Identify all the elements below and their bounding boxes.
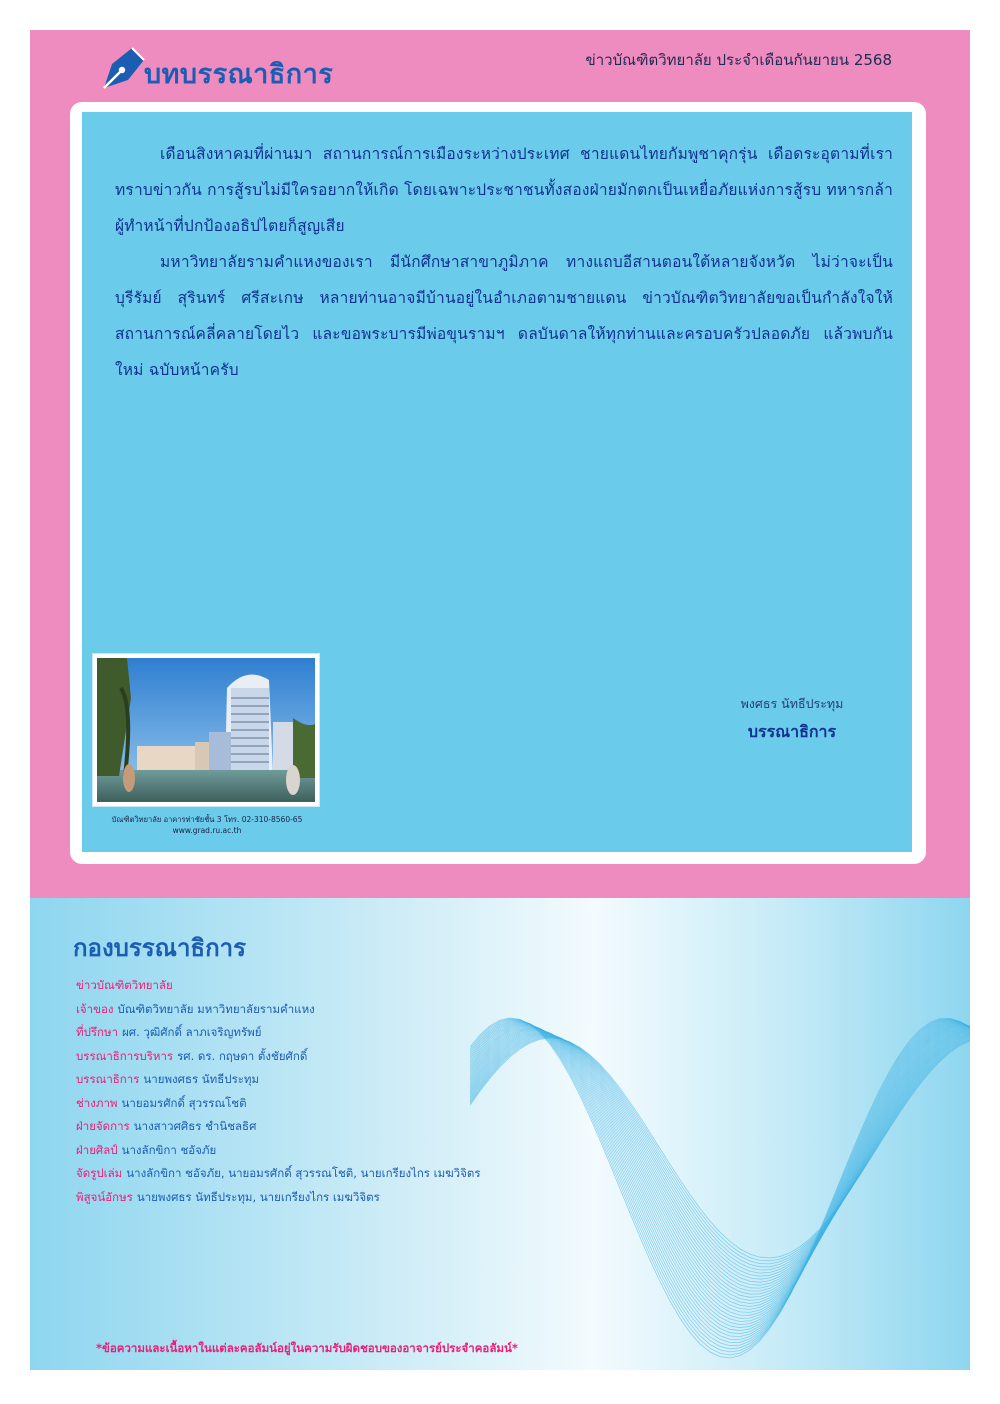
wave-line xyxy=(470,1025,970,1325)
footnote: *ข้อความและเนื้อหาในแต่ละคอลัมน์อยู่ในความรับผิดชอบของอาจารย์ประจำคอลัมน์* xyxy=(96,1341,518,1355)
board-role: บรรณาธิการบริหาร xyxy=(76,1048,174,1063)
signature-block xyxy=(702,694,882,745)
content-panel xyxy=(82,112,912,852)
board-row xyxy=(76,1045,481,1069)
editorial-board-section xyxy=(30,898,970,1370)
board-member: ผศ. วุฒิศักดิ์ ลาภเจริญทรัพย์ xyxy=(122,1025,262,1039)
wave-decoration xyxy=(470,968,970,1368)
wave-line xyxy=(470,1022,970,1340)
board-member: นางสาวศศิธร ชำนิชลธิศ xyxy=(133,1119,257,1133)
board-row xyxy=(76,974,481,998)
board-role: บรรณาธิการ xyxy=(76,1072,140,1086)
photo-caption-address: บัณฑิตวิทยาลัย อาคารท่าชัยชั้น 3 โทร. 02-310-8560-65 xyxy=(111,815,303,824)
board-role: ข่าวบัณฑิตวิทยาลัย xyxy=(76,978,173,992)
pen-nib-icon xyxy=(98,42,150,94)
editorial-paragraph: มหาวิทยาลัยรามคำแหงของเรา มีนักศึกษาสาขาภูมิภาค ทางแถบอีสานตอนใต้หลายจังหวัด ไม่ว่าจะเป็นบุรีรัมย์ สุรินทร์ ศรีสะเกษ หลายท่านอาจมีบ้านอยู่ในอำเภอตามชายแดน ข่าวบัณฑิตวิทยาลัยขอเป็นกำลังใจให้สถานการณ์คลี่คลายโดยไว และขอพระบารมีพ่อขุนรามฯ ดลบันดาลให้ทุกท่านและครอบครัวปลอดภัย แล้วพบกันใหม่ ฉบับหน้าครับ xyxy=(115,253,893,379)
board-role: จัดรูปเล่ม xyxy=(76,1166,123,1180)
board-role: เจ้าของ xyxy=(76,1001,114,1016)
board-list xyxy=(76,974,481,1209)
board-row xyxy=(76,1186,481,1210)
board-role: ช่างภาพ xyxy=(76,1095,118,1110)
board-member: นายพงศธร นัทธีประทุม, นายเกรียงไกร เมฆวิจิตร xyxy=(136,1189,380,1204)
wave-line xyxy=(470,1020,970,1349)
editorial-text xyxy=(115,136,893,388)
issue-title: ข่าวบัณฑิตวิทยาลัย ประจำเดือนกันยายน 2568 xyxy=(585,51,892,69)
board-row xyxy=(76,1115,481,1139)
building-photo xyxy=(93,654,319,806)
board-row xyxy=(76,998,481,1022)
board-member: นายอมรศักดิ์ สุวรรณโชติ xyxy=(121,1095,247,1110)
board-member: รศ. ดร. กฤษดา ตั้งชัยศักดิ์ xyxy=(177,1048,308,1063)
board-member: นายพงศธร นัทธีประทุม xyxy=(143,1072,260,1086)
editorial-paragraph: เดือนสิงหาคมที่ผ่านมา สถานการณ์การเมืองระหว่างประเทศ ชายแดนไทยกัมพูชาคุกรุ่น เดือดระอุตามที่เราทราบข่าวกัน การสู้รบไม่มีใครอยากให้เกิด โดยเฉพาะประชาชนทั้งสองฝ่ายมักตกเป็นเหยื่อภัยแห่งการสู้รบ ทหารกล้าผู้ทำหน้าที่ปกป้องอธิปไตยก็สูญเสีย xyxy=(115,145,893,235)
signature-role: บรรณาธิการ xyxy=(747,722,837,741)
board-row xyxy=(76,1139,481,1163)
board-role: ที่ปรึกษา xyxy=(76,1025,119,1039)
section-title: บทบรรณาธิการ xyxy=(144,58,334,90)
wave-line xyxy=(470,1022,970,1336)
board-role: พิสูจน์อักษร xyxy=(76,1189,133,1204)
board-row xyxy=(76,1021,481,1045)
photo-caption xyxy=(82,814,332,836)
board-row xyxy=(76,1092,481,1116)
editorial-section xyxy=(30,30,970,898)
section-logo xyxy=(98,42,333,94)
board-row xyxy=(76,1068,481,1092)
signature-name: พงศธร นัทธีประทุม xyxy=(740,696,844,711)
board-member: นางลักขิกา ชอัจภัย, นายอมรศักดิ์ สุวรรณโชติ, นายเกรียงไกร เมฆวิจิตร xyxy=(126,1166,481,1180)
wave-line xyxy=(470,1024,970,1331)
board-role: ฝ่ายศิลป์ xyxy=(76,1142,118,1157)
photo-caption-website: www.grad.ru.ac.th xyxy=(172,826,242,835)
building-photo-image xyxy=(97,658,315,802)
wave-line xyxy=(470,1025,970,1321)
wave-line xyxy=(470,1024,970,1328)
board-role: ฝ่ายจัดการ xyxy=(76,1119,130,1133)
board-row xyxy=(76,1162,481,1186)
board-title: กองบรรณาธิการ xyxy=(73,934,246,962)
board-member: บัณฑิตวิทยาลัย มหาวิทยาลัยรามคำแหง xyxy=(117,1001,315,1016)
board-member: นางลักขิกา ชอัจภัย xyxy=(121,1142,217,1157)
